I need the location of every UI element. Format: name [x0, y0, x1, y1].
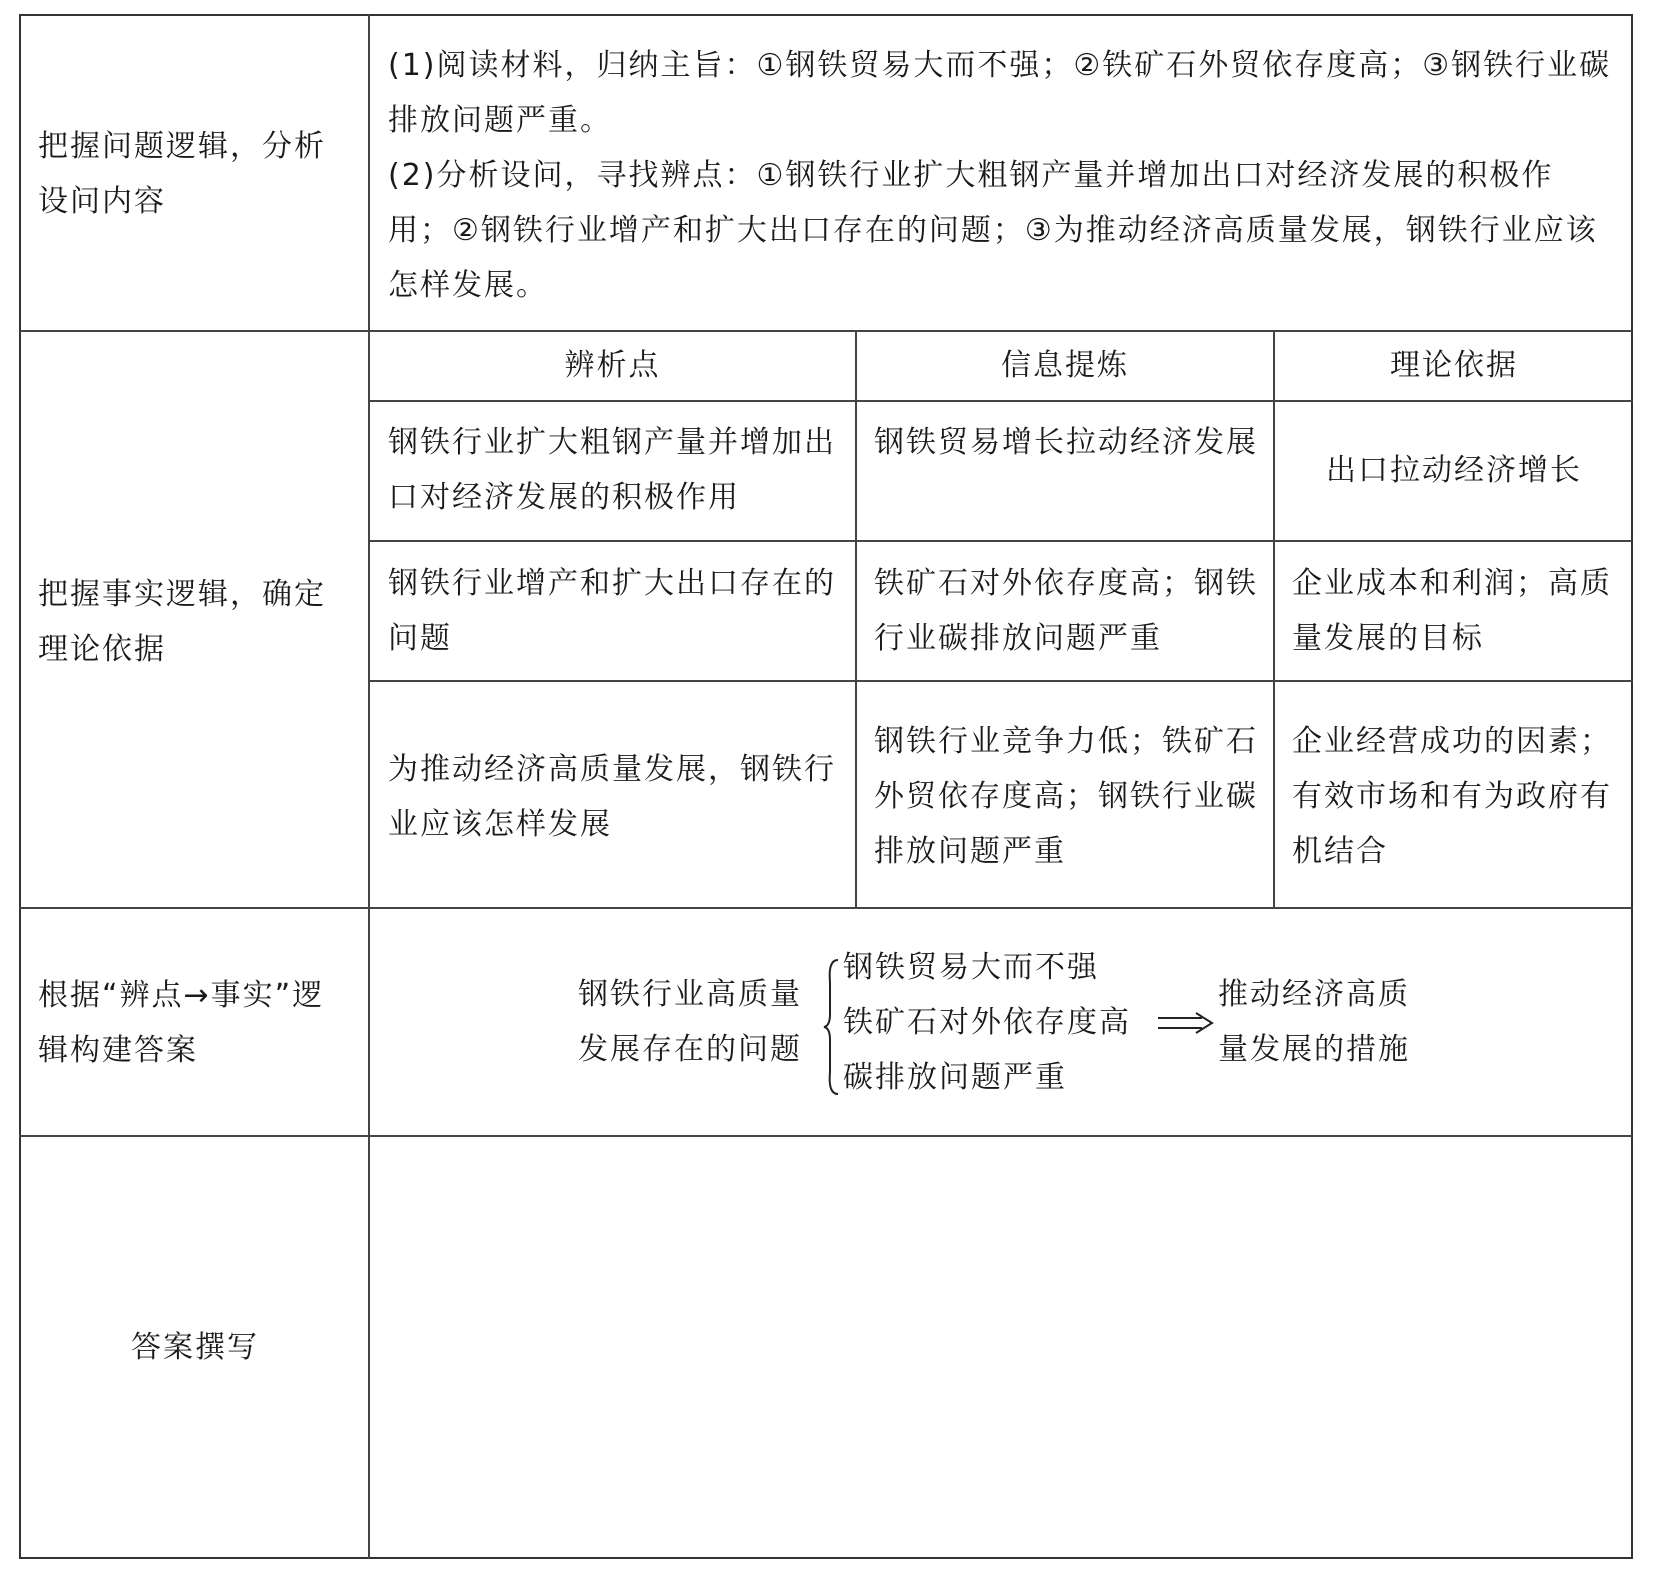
fact-point-2: 钢铁行业增产和扩大出口存在的问题	[388, 566, 836, 656]
row-label-build: 根据“辨点→事实”逻辑构建答案	[38, 978, 325, 1068]
build-branch-1: 钢铁贸易大而不强	[843, 950, 1099, 985]
fact-point-3: 为推动经济高质量发展，钢铁行业应该怎样发展	[388, 752, 836, 842]
inner-divider-1	[855, 330, 857, 907]
fact-info-3: 钢铁行业竞争力低；铁矿石外贸依存度高；钢铁行业碳排放问题严重	[874, 724, 1258, 869]
inner-row-divider-2	[368, 540, 1633, 542]
build-right-line-2: 量发展的措施	[1218, 1032, 1410, 1067]
inner-divider-2	[1273, 330, 1275, 907]
header-info: 信息提炼	[1001, 348, 1129, 383]
fact-info-1: 钢铁贸易增长拉动经济发展	[874, 425, 1258, 460]
build-branch-2: 铁矿石对外依存度高	[843, 1005, 1131, 1040]
row-divider-1	[19, 330, 1633, 332]
row-label-analysis: 把握问题逻辑，分析设问内容	[38, 129, 326, 219]
build-branch-3: 碳排放问题严重	[843, 1060, 1067, 1095]
fact-info-2: 铁矿石对外依存度高；钢铁行业碳排放问题严重	[874, 566, 1258, 656]
fact-theory-1: 出口拉动经济增长	[1326, 453, 1582, 488]
build-left-line-1: 钢铁行业高质量	[578, 977, 802, 1012]
answer-writing-area[interactable]	[370, 1137, 1631, 1557]
fact-theory-2: 企业成本和利润；高质量发展的目标	[1292, 566, 1612, 656]
analysis-paragraph-2: (2)分析设问，寻找辨点：①钢铁行业扩大粗钢产量并增加出口对经济发展的积极作用；②钢铁行业增产和扩大出口存在的问题；③为推动经济高质量发展，钢铁行业应该怎样发展。	[388, 158, 1598, 303]
inner-row-divider-3	[368, 680, 1633, 682]
row-divider-2	[19, 907, 1633, 909]
header-point: 辨析点	[564, 348, 661, 383]
build-right-line-1: 推动经济高质	[1218, 977, 1410, 1012]
row-label-facts: 把握事实逻辑，确定理论依据	[38, 577, 326, 667]
fact-theory-3: 企业经营成功的因素；有效市场和有为政府有机结合	[1292, 724, 1612, 869]
analysis-content	[388, 38, 1616, 313]
inner-row-divider-1	[368, 400, 1633, 402]
double-arrow-icon	[1156, 1011, 1216, 1035]
build-left-line-2: 发展存在的问题	[578, 1032, 802, 1067]
row-label-answer: 答案撰写	[131, 1330, 259, 1365]
fact-point-1: 钢铁行业扩大粗钢产量并增加出口对经济发展的积极作用	[388, 425, 836, 515]
analysis-paragraph-1: (1)阅读材料，归纳主旨：①钢铁贸易大而不强；②铁矿石外贸依存度高；③钢铁行业碳排放问题严重。	[388, 48, 1612, 138]
left-brace-icon	[822, 958, 842, 1096]
header-theory: 理论依据	[1390, 348, 1518, 383]
